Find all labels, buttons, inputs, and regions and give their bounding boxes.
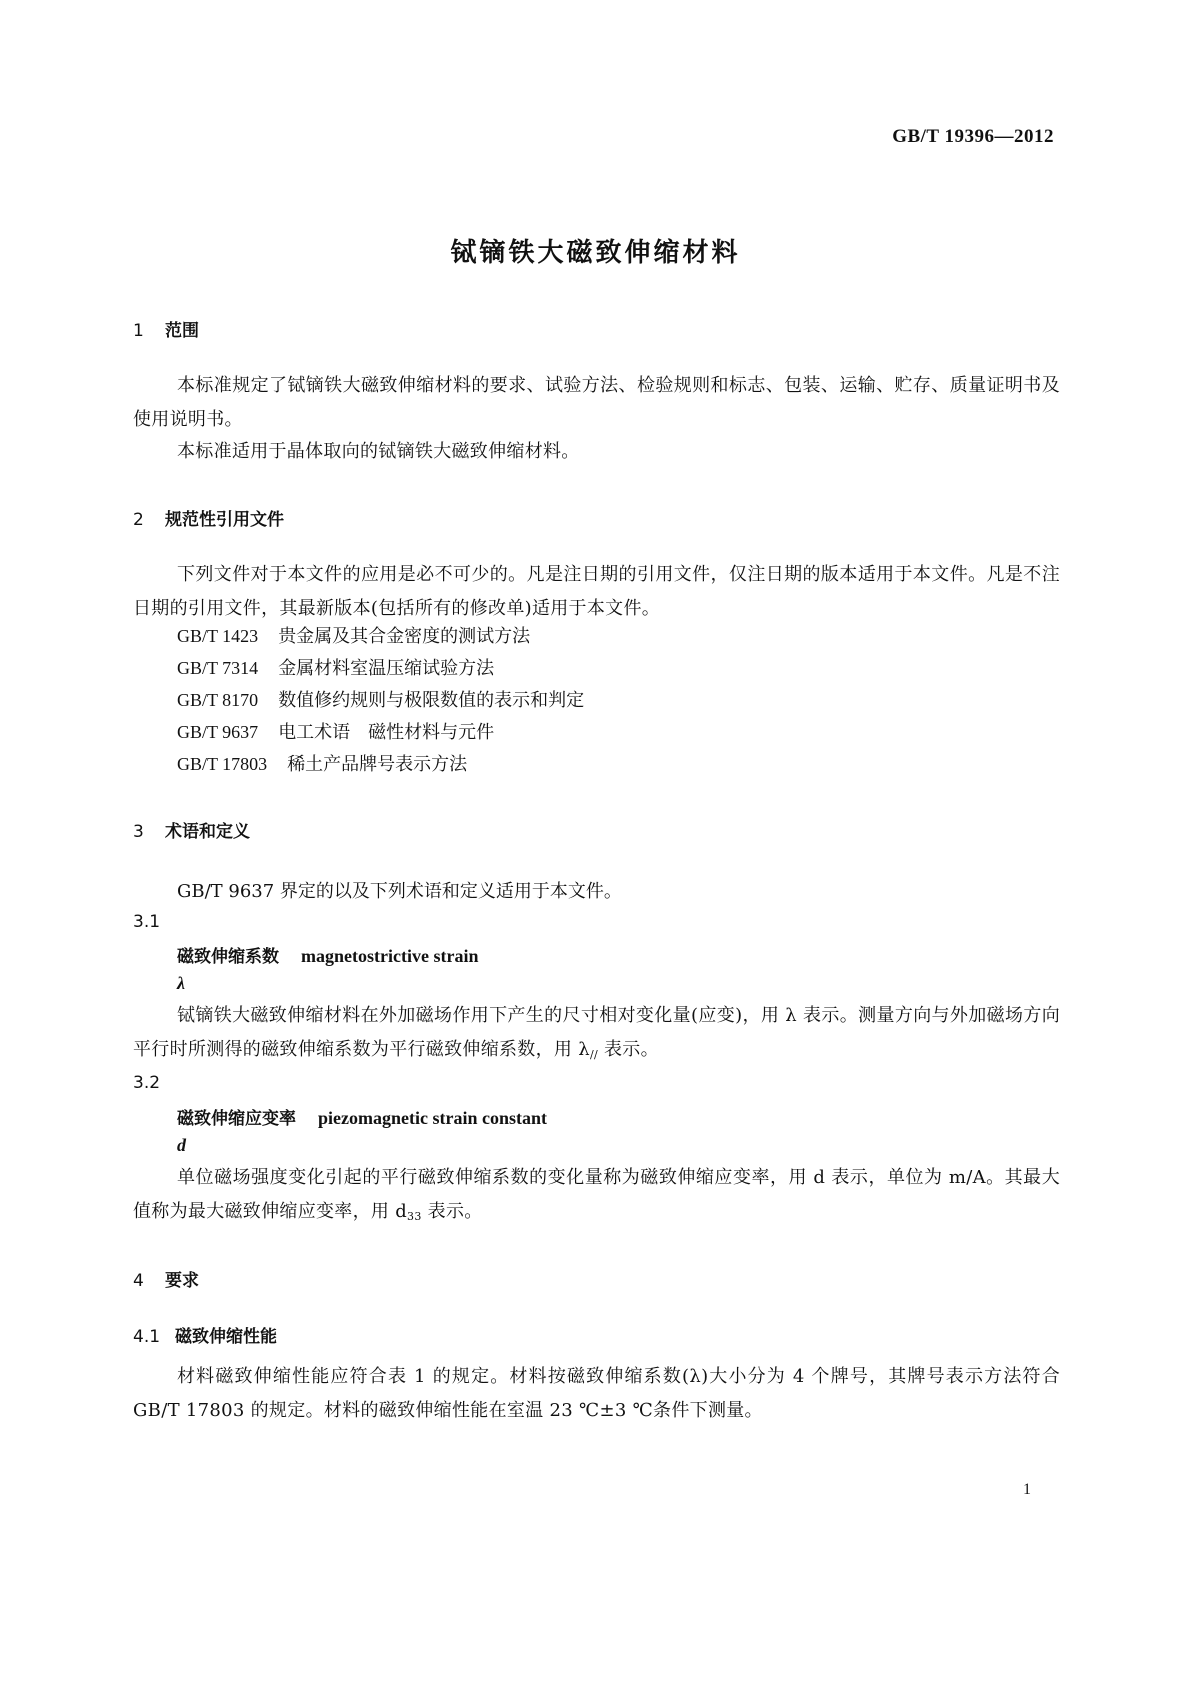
reference-code: GB/T 17803 <box>177 754 268 774</box>
requirements-paragraph: 材料磁致伸缩性能应符合表 1 的规定。材料按磁致伸缩系数(λ)大小分为 4 个牌号，其牌号表示方法符合 GB/T 17803 的规定。材料的磁致伸缩性能在室温 23 ℃±3 ℃条件下测量。 <box>133 1366 1060 1421</box>
section-title: 要求 <box>165 1271 199 1291</box>
reference-item <box>177 750 467 779</box>
section-number: 2 <box>133 510 144 530</box>
term-definition <box>133 1161 1060 1234</box>
reference-item <box>177 718 494 747</box>
term-name-zh: 磁致伸缩系数 <box>177 947 279 967</box>
reference-item <box>177 622 530 651</box>
section-1-heading <box>133 316 199 341</box>
reference-title: 电工术语 磁性材料与元件 <box>278 722 495 743</box>
document-title: 铽镝铁大磁致伸缩材料 <box>450 238 741 268</box>
term-definition <box>133 999 1060 1072</box>
section-2-heading <box>133 505 284 530</box>
section-number: 1 <box>133 321 144 341</box>
reference-title: 数值修约规则与极限数值的表示和判定 <box>278 690 585 711</box>
term-number: 3.2 <box>133 1073 161 1093</box>
subsection-number: 4.1 <box>133 1327 161 1347</box>
scope-paragraph-2: 本标准适用于晶体取向的铽镝铁大磁致伸缩材料。 <box>177 441 580 462</box>
terms-intro: GB/T 9637 界定的以及下列术语和定义适用于本文件。 <box>177 881 622 902</box>
references-intro: 下列文件对于本文件的应用是必不可少的。凡是注日期的引用文件，仅注日期的版本适用于本文件。凡是不注日期的引用文件，其最新版本(包括所有的修改单)适用于本文件。 <box>133 564 1060 619</box>
term-heading <box>177 1104 547 1129</box>
section-number: 3 <box>133 822 144 842</box>
term-name-en: piezomagnetic strain constant <box>318 1108 547 1128</box>
reference-code: GB/T 8170 <box>177 690 259 710</box>
term-name-en: magnetostrictive strain <box>301 946 479 966</box>
section-number: 4 <box>133 1271 144 1291</box>
section-3-heading <box>133 817 250 842</box>
definition-subscript: // <box>589 1048 598 1061</box>
term-name-zh: 磁致伸缩应变率 <box>177 1109 296 1129</box>
page-number: 1 <box>1023 1481 1031 1498</box>
reference-item <box>177 654 494 683</box>
section-4-heading <box>133 1266 199 1291</box>
definition-text-end: 表示。 <box>421 1201 483 1222</box>
term-symbol: λ <box>177 973 185 993</box>
scope-paragraph-1: 本标准规定了铽镝铁大磁致伸缩材料的要求、试验方法、检验规则和标志、包装、运输、贮存、质量证明书及使用说明书。 <box>133 375 1060 430</box>
reference-code: GB/T 7314 <box>177 658 259 678</box>
definition-text-end: 表示。 <box>597 1039 659 1060</box>
reference-code: GB/T 1423 <box>177 626 259 646</box>
reference-code: GB/T 9637 <box>177 722 259 742</box>
reference-title: 贵金属及其合金密度的测试方法 <box>278 626 531 647</box>
standard-number: GB/T 19396—2012 <box>892 126 1054 147</box>
definition-subscript: 33 <box>407 1210 422 1223</box>
subsection-title: 磁致伸缩性能 <box>175 1327 277 1347</box>
term-heading <box>177 942 478 967</box>
term-number: 3.1 <box>133 912 161 932</box>
section-title: 术语和定义 <box>165 822 250 842</box>
section-title: 规范性引用文件 <box>165 510 284 530</box>
section-title: 范围 <box>165 321 199 341</box>
definition-text: 铽镝铁大磁致伸缩材料在外加磁场作用下产生的尺寸相对变化量(应变)，用 λ 表示。测量方向与外加磁场方向平行时所测得的磁致伸缩系数为平行磁致伸缩系数，用 λ <box>133 1005 1060 1060</box>
definition-text: 单位磁场强度变化引起的平行磁致伸缩系数的变化量称为磁致伸缩应变率，用 d 表示，单位为 m/A。其最大值称为最大磁致伸缩应变率，用 d <box>133 1167 1060 1222</box>
reference-item <box>177 686 584 715</box>
reference-title: 金属材料室温压缩试验方法 <box>278 658 495 679</box>
subsection-4-1-heading <box>133 1322 277 1347</box>
reference-title: 稀土产品牌号表示方法 <box>287 754 468 775</box>
term-symbol: d <box>177 1135 186 1155</box>
